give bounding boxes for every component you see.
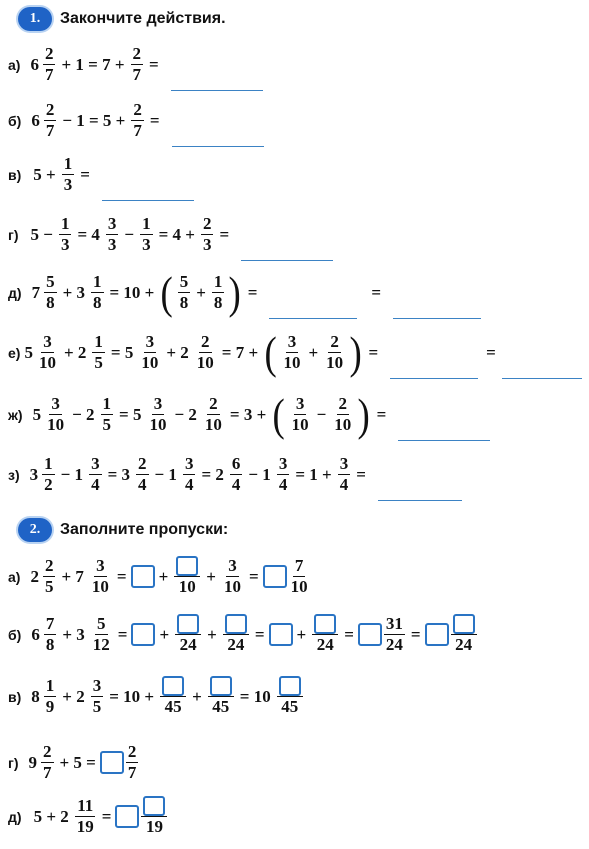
integer-part: 5: [24, 342, 33, 362]
denominator: 3: [107, 235, 117, 254]
denominator: 7: [43, 763, 52, 782]
fraction: [174, 556, 200, 597]
denominator: 24: [455, 635, 473, 654]
equals-sign: =: [248, 566, 259, 586]
item-label: з): [8, 466, 20, 483]
numerator: 31: [385, 614, 403, 633]
fraction: [43, 44, 56, 85]
exercise-row: [8, 326, 582, 378]
expression-text: = 7 +: [221, 342, 259, 362]
exercise-row: [8, 154, 194, 195]
fraction: [126, 742, 139, 783]
numerator: 5: [46, 272, 55, 291]
integer-part: 7: [31, 282, 41, 302]
numerator: [208, 676, 234, 697]
plus-sign: +: [296, 624, 307, 644]
expression-text: = 5: [110, 342, 134, 362]
denominator: 19: [76, 817, 94, 836]
expression-text: = 10 +: [109, 282, 155, 302]
fraction: [42, 454, 55, 495]
expression-text: 5 −: [30, 224, 53, 244]
expression-text: + 3: [62, 624, 85, 644]
numerator: 11: [77, 796, 94, 815]
numerator: 3: [228, 556, 237, 575]
integer-part: 6: [31, 110, 40, 130]
denominator: 7: [132, 65, 142, 84]
answer-box[interactable]: [176, 556, 198, 576]
answer-blank[interactable]: [393, 282, 481, 319]
exercise-row: [8, 266, 481, 318]
fraction: [203, 394, 224, 435]
numerator: 1: [94, 332, 103, 351]
equals-sign: =: [116, 566, 127, 586]
denominator: 4: [91, 475, 100, 494]
numerator: 2: [202, 214, 212, 233]
expression-text: 5 +: [33, 164, 56, 184]
fraction: [141, 796, 167, 837]
fraction: [75, 796, 96, 837]
left-parenthesis: (: [272, 388, 286, 440]
numerator: [141, 796, 167, 817]
exercise-row: [8, 44, 263, 85]
fraction: [90, 556, 111, 597]
numerator: 3: [339, 454, 349, 473]
denominator: 5: [94, 353, 103, 372]
numerator: 2: [45, 100, 55, 119]
denominator: 4: [184, 475, 194, 494]
equals-sign: =: [117, 624, 128, 644]
fraction: [37, 332, 58, 373]
numerator: 2: [201, 332, 210, 351]
denominator: 10: [196, 353, 214, 372]
exercise-row: [8, 214, 333, 255]
exercise-row: [8, 614, 479, 655]
fraction: [62, 154, 75, 195]
equals-sign: =: [219, 224, 230, 244]
denominator: 8: [45, 635, 55, 654]
numerator: 1: [63, 154, 73, 173]
numerator: 1: [213, 272, 223, 291]
numerator: 1: [44, 454, 53, 473]
fraction: [44, 272, 57, 313]
numerator: 6: [231, 454, 241, 473]
equals-sign: =: [356, 464, 366, 484]
item-label: д): [8, 284, 22, 301]
answer-blank[interactable]: [378, 464, 462, 501]
numerator: 3: [153, 394, 163, 413]
minus-sign: −: [124, 224, 135, 244]
expression-text: + 3: [62, 282, 85, 302]
fraction: [338, 454, 351, 495]
fraction: [451, 614, 477, 655]
answer-box[interactable]: [131, 565, 155, 588]
answer-box[interactable]: [279, 676, 301, 696]
denominator: 10: [149, 415, 167, 434]
fraction: [290, 394, 311, 435]
denominator: 2: [44, 475, 53, 494]
denominator: 24: [316, 635, 334, 654]
fraction: [139, 332, 160, 373]
numerator: 2: [138, 454, 147, 473]
numerator: 1: [60, 214, 70, 233]
denominator: 10: [326, 353, 344, 372]
item-label: б): [8, 112, 22, 129]
expression-text: + 2: [62, 686, 85, 706]
numerator: 3: [96, 556, 105, 575]
numerator: [174, 556, 200, 577]
answer-blank[interactable]: [398, 404, 490, 441]
numerator: 3: [43, 332, 52, 351]
plus-sign: +: [196, 282, 206, 302]
numerator: 1: [45, 676, 55, 695]
numerator: 3: [278, 454, 288, 473]
numerator: 1: [142, 214, 151, 233]
numerator: 5: [97, 614, 106, 633]
item-label: г): [8, 754, 19, 771]
fraction: [222, 556, 243, 597]
denominator: 8: [179, 293, 189, 312]
item-label: в): [8, 688, 22, 705]
integer-part: 9: [28, 752, 37, 772]
fraction: [183, 454, 196, 495]
denominator: 4: [339, 475, 349, 494]
fraction: [147, 394, 168, 435]
equals-sign: =: [368, 342, 379, 362]
right-parenthesis: ): [228, 266, 242, 318]
expression-text: = 4 +: [158, 224, 195, 244]
expression-text: = 3: [107, 464, 130, 484]
task-number-badge: 2.: [18, 518, 52, 542]
fraction: [140, 214, 153, 255]
minus-sign: −: [316, 404, 327, 424]
answer-box[interactable]: [225, 614, 247, 634]
equals-sign: =: [149, 110, 160, 130]
numerator: [223, 614, 249, 635]
numerator: [160, 676, 186, 697]
fraction: [332, 394, 353, 435]
denominator: 3: [63, 175, 73, 194]
denominator: 45: [212, 697, 230, 716]
numerator: 2: [338, 394, 348, 413]
denominator: 4: [138, 475, 147, 494]
denominator: 3: [60, 235, 70, 254]
denominator: 5: [92, 697, 102, 716]
fraction: [91, 614, 112, 655]
denominator: 45: [164, 697, 182, 716]
numerator: 2: [209, 394, 218, 413]
denominator: 8: [46, 293, 55, 312]
numerator: 5: [179, 272, 189, 291]
expression-text: − 1: [60, 464, 84, 484]
numerator: 3: [91, 454, 100, 473]
fraction: [43, 556, 56, 597]
fraction: [131, 100, 144, 141]
expression-text: = 1 +: [295, 464, 332, 484]
answer-blank[interactable]: [241, 224, 333, 261]
denominator: 10: [290, 577, 308, 596]
left-parenthesis: (: [160, 266, 174, 318]
item-label: д): [8, 808, 22, 825]
expression-text: = 10 +: [109, 686, 155, 706]
plus-sign: +: [158, 566, 169, 586]
numerator: 2: [132, 44, 142, 63]
denominator: 45: [281, 697, 299, 716]
numerator: 1: [102, 394, 112, 413]
integer-part: 3: [29, 464, 39, 484]
numerator: [451, 614, 477, 635]
item-label: г): [8, 226, 19, 243]
answer-box[interactable]: [314, 614, 336, 634]
numerator: 2: [44, 556, 54, 575]
item-label: а): [8, 56, 21, 73]
plus-sign: +: [308, 342, 319, 362]
numerator: 3: [287, 332, 297, 351]
numerator: 2: [44, 44, 54, 63]
item-label: ж): [8, 406, 23, 423]
denominator: 8: [93, 293, 102, 312]
fraction: [41, 742, 54, 783]
denominator: 10: [334, 415, 352, 434]
answer-blank[interactable]: [172, 110, 264, 147]
fraction: [89, 454, 102, 495]
equals-sign: =: [410, 624, 421, 644]
fraction: [212, 272, 225, 313]
denominator: 24: [179, 635, 197, 654]
numerator: 3: [51, 394, 60, 413]
numerator: 3: [184, 454, 194, 473]
answer-box[interactable]: [143, 796, 165, 816]
expression-text: + 2: [63, 342, 87, 362]
fraction: [44, 614, 57, 655]
equals-sign: =: [376, 404, 387, 424]
answer-box[interactable]: [177, 614, 199, 634]
numerator: 2: [43, 742, 52, 761]
fraction: [131, 44, 144, 85]
expression-text: = 5: [119, 404, 142, 424]
fraction: [45, 394, 66, 435]
exercise-row: [8, 742, 140, 783]
fraction: [106, 214, 119, 255]
numerator: 1: [93, 272, 102, 291]
equals-sign: =: [371, 282, 382, 302]
integer-part: 6: [30, 54, 39, 74]
numerator: [175, 614, 201, 635]
fraction: [289, 556, 310, 597]
answer-box[interactable]: [269, 623, 293, 646]
denominator: 10: [47, 415, 65, 434]
answer-box[interactable]: [358, 623, 382, 646]
expression-text: − 2: [174, 404, 197, 424]
fraction: [91, 676, 104, 717]
denominator: 12: [92, 635, 110, 654]
expression-text: − 1 = 5 +: [62, 110, 126, 130]
answer-box[interactable]: [162, 676, 184, 696]
denominator: 7: [127, 763, 137, 782]
denominator: 10: [291, 415, 309, 434]
fraction: [201, 214, 214, 255]
denominator: 24: [385, 635, 403, 654]
integer-part: 8: [31, 686, 40, 706]
fraction: [230, 454, 243, 495]
numerator: 3: [92, 676, 102, 695]
answer-blank[interactable]: [102, 164, 194, 201]
denominator: 10: [178, 577, 196, 596]
right-parenthesis: ): [349, 326, 362, 378]
fraction: [281, 332, 302, 373]
fraction: [324, 332, 345, 373]
expression-text: − 2: [72, 404, 95, 424]
expression-text: = 10: [239, 686, 271, 706]
denominator: 3: [202, 235, 212, 254]
plus-sign: +: [207, 624, 217, 644]
plus-sign: +: [192, 686, 202, 706]
fraction: [59, 214, 72, 255]
denominator: 5: [44, 577, 54, 596]
answer-blank[interactable]: [171, 54, 263, 91]
answer-box[interactable]: [210, 676, 232, 696]
fraction: [44, 676, 57, 717]
expression-text: + 7: [61, 566, 84, 586]
answer-box[interactable]: [425, 623, 449, 646]
exercise-row: [8, 100, 264, 141]
exercise-row: [8, 454, 462, 495]
denominator: 4: [231, 475, 241, 494]
denominator: 19: [145, 817, 163, 836]
equals-sign: =: [486, 342, 496, 362]
denominator: 7: [133, 121, 142, 140]
answer-box[interactable]: [115, 805, 139, 828]
expression-text: = 3 +: [229, 404, 267, 424]
equals-sign: =: [101, 806, 112, 826]
equals-sign: =: [344, 624, 354, 644]
denominator: 24: [227, 635, 245, 654]
exercise-row: [8, 676, 305, 717]
expression-text: − 1: [154, 464, 177, 484]
numerator: 2: [330, 332, 339, 351]
answer-blank[interactable]: [390, 342, 478, 379]
left-parenthesis: (: [264, 326, 277, 378]
denominator: 10: [38, 353, 56, 372]
answer-box[interactable]: [100, 751, 124, 774]
plus-sign: +: [159, 624, 170, 644]
equals-sign: =: [254, 624, 265, 644]
expression-text: 5 + 2: [33, 806, 69, 826]
fraction: [277, 454, 290, 495]
denominator: 4: [278, 475, 288, 494]
right-parenthesis: ): [357, 388, 371, 440]
numerator: 3: [107, 214, 117, 233]
denominator: 5: [102, 415, 112, 434]
task-heading: Закончите действия.: [60, 10, 226, 27]
numerator: 3: [295, 394, 305, 413]
fraction: [384, 614, 405, 655]
fraction: [92, 332, 105, 373]
denominator: 9: [45, 697, 55, 716]
answer-blank[interactable]: [502, 342, 582, 379]
numerator: 7: [294, 556, 304, 575]
integer-part: 6: [31, 624, 40, 644]
item-label: е): [8, 344, 21, 361]
equals-sign: =: [149, 54, 159, 74]
fraction: [160, 676, 186, 717]
answer-box[interactable]: [453, 614, 475, 634]
denominator: 10: [283, 353, 301, 372]
denominator: 8: [213, 293, 223, 312]
fraction: [91, 272, 104, 313]
expression-text: = 2: [201, 464, 224, 484]
fraction: [195, 332, 216, 373]
fraction: [223, 614, 249, 655]
numerator: 2: [127, 742, 137, 761]
fraction: [208, 676, 234, 717]
item-label: в): [8, 166, 22, 183]
numerator: [277, 676, 303, 697]
expression-text: + 1 = 7 +: [61, 54, 125, 74]
integer-part: 2: [30, 566, 39, 586]
denominator: 7: [45, 121, 55, 140]
plus-sign: +: [206, 566, 216, 586]
fraction: [136, 454, 149, 495]
numerator: 7: [45, 614, 55, 633]
expression-text: + 2: [166, 342, 189, 362]
item-label: б): [8, 626, 22, 643]
fraction: [175, 614, 201, 655]
task-heading: Заполните пропуски:: [60, 521, 229, 538]
equals-sign: =: [80, 164, 90, 184]
answer-box[interactable]: [263, 565, 287, 588]
exercise-row: [8, 388, 490, 440]
denominator: 10: [141, 353, 159, 372]
fraction: [101, 394, 114, 435]
fraction: [178, 272, 191, 313]
task-number-badge: 1.: [18, 7, 52, 31]
denominator: 10: [91, 577, 109, 596]
expression-text: + 5 =: [59, 752, 96, 772]
fraction: [312, 614, 338, 655]
equals-sign: =: [247, 282, 258, 302]
exercise-row: [8, 796, 169, 837]
expression-text: − 1: [248, 464, 271, 484]
numerator: [312, 614, 338, 635]
fraction: [44, 100, 57, 141]
answer-blank[interactable]: [269, 282, 357, 319]
item-label: а): [8, 568, 21, 585]
expression-text: = 4: [77, 224, 100, 244]
denominator: 10: [204, 415, 222, 434]
numerator: 2: [133, 100, 142, 119]
fraction: [277, 676, 303, 717]
numerator: 3: [145, 332, 155, 351]
answer-box[interactable]: [131, 623, 155, 646]
integer-part: 5: [32, 404, 42, 424]
denominator: 3: [142, 235, 151, 254]
exercise-row: [8, 556, 312, 597]
denominator: 7: [44, 65, 54, 84]
denominator: 10: [223, 577, 241, 596]
